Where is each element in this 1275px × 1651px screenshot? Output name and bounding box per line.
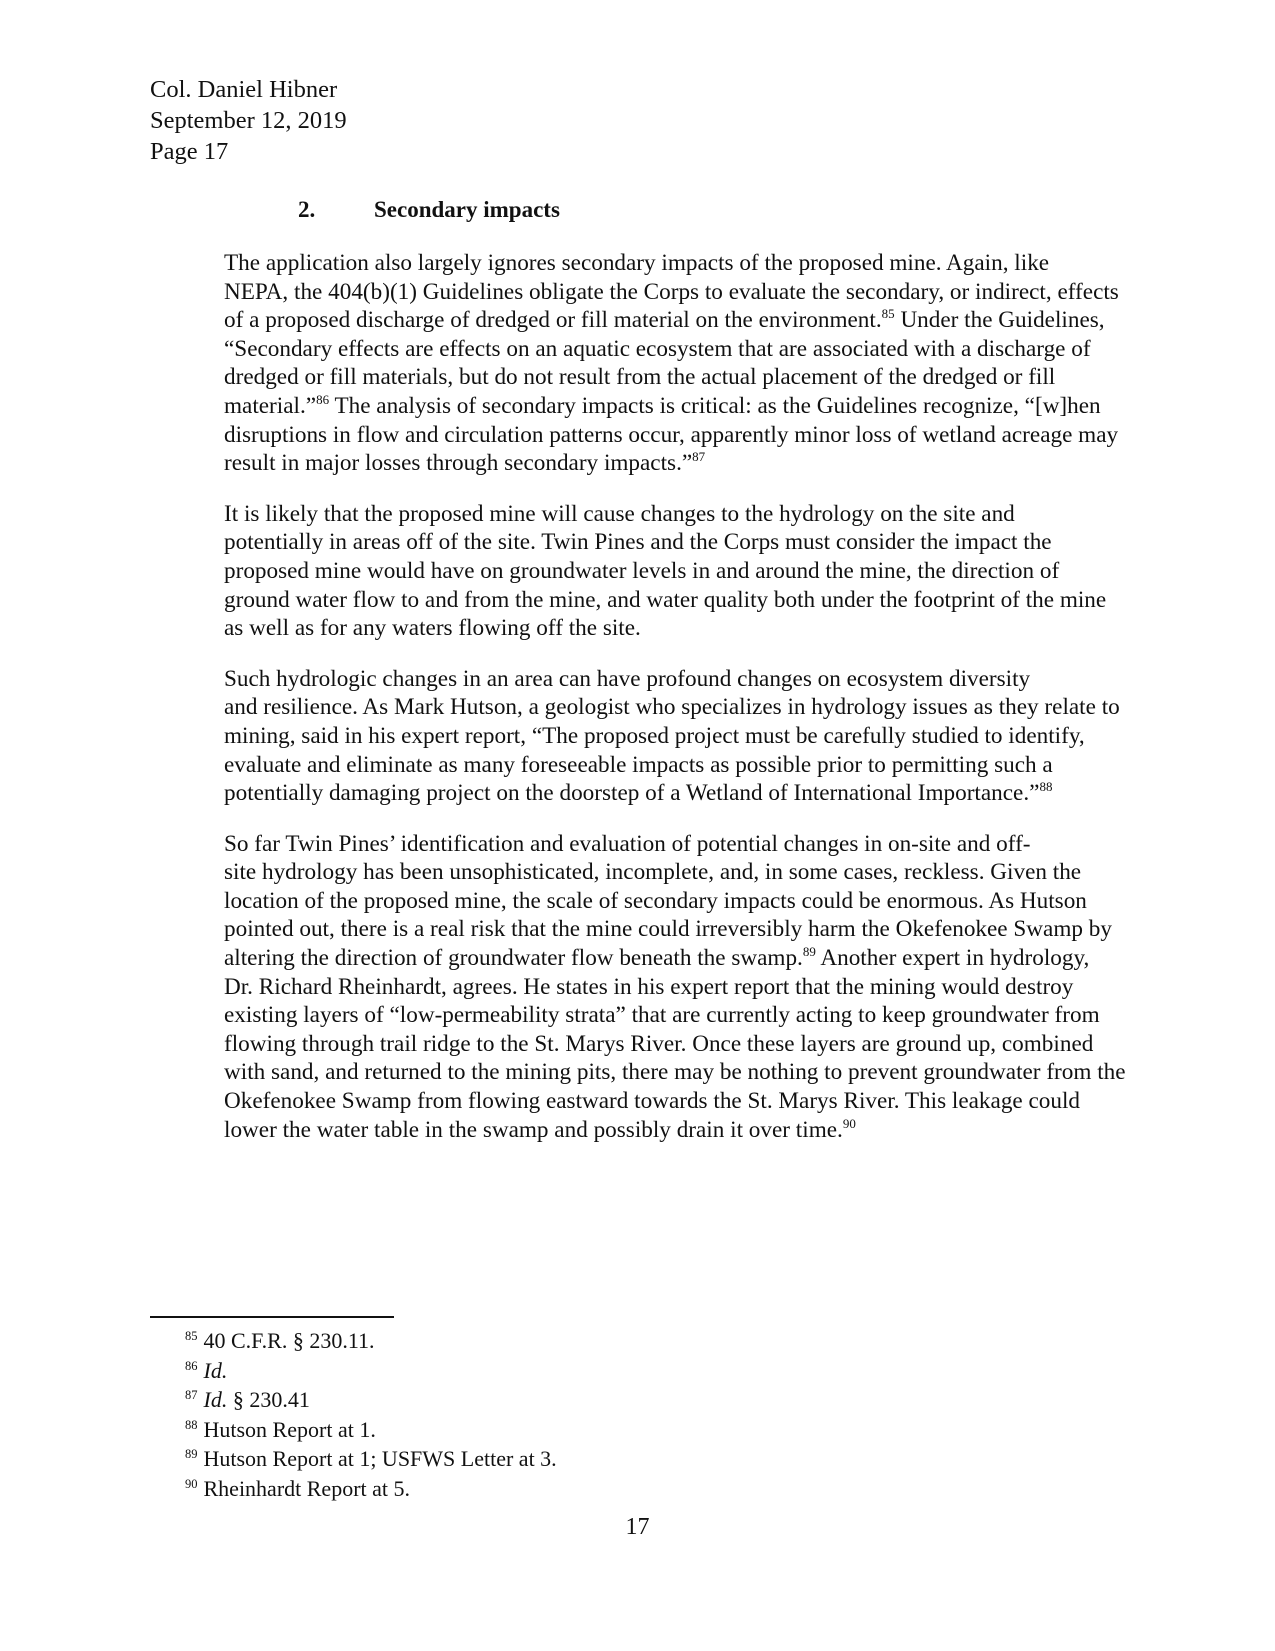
page-label: Page 17 bbox=[150, 138, 229, 165]
footnote-ref[interactable]: 86 bbox=[316, 391, 330, 407]
footnote-text: Hutson Report at 1. bbox=[203, 1416, 376, 1442]
line-text: The analysis of secondary impacts is critical: as the Guidelines recognize, “[w]hen bbox=[329, 392, 1101, 419]
line-text: potentially damaging project on the doorstep of a Wetland of International Importance.” bbox=[224, 780, 1040, 807]
paragraph-line: existing layers of “low-permeability strata” that are currently acting to keep groundwater from bbox=[224, 1002, 1100, 1029]
paragraph-line: potentially in areas off of the site. Twin Pines and the Corps must consider the impact the bbox=[224, 529, 1052, 556]
paragraph-line: site hydrology has been unsophisticated, incomplete, and, in some cases, reckless. Given the bbox=[224, 859, 1082, 886]
footnote-text: 40 C.F.R. § 230.11. bbox=[203, 1328, 375, 1353]
line-text: of a proposed discharge of dredged or fill material on the environment. bbox=[224, 307, 882, 334]
paragraph-line: ground water flow to and from the mine, and water quality both under the footprint of the mine bbox=[224, 586, 1107, 613]
paragraph-line: as well as for any waters flowing off the site. bbox=[224, 615, 641, 642]
paragraph-line bbox=[150, 1116, 1120, 1145]
footnote-ref[interactable]: 88 bbox=[1039, 779, 1053, 795]
paragraph-2 bbox=[150, 500, 1120, 643]
footnote-87 bbox=[185, 1385, 557, 1415]
page-number: 17 bbox=[625, 1514, 650, 1540]
paragraph-line: pointed out, there is a real risk that the mine could irreversibly harm the Okefenokee Swamp by bbox=[224, 916, 1112, 943]
paragraph-line bbox=[150, 306, 1120, 335]
paragraph-line: dredged or fill materials, but do not result from the actual placement of the dredged or fill bbox=[224, 364, 1056, 391]
footnote-italic: Id. bbox=[203, 1357, 228, 1383]
footnote-divider bbox=[150, 1316, 394, 1318]
footnote-88 bbox=[185, 1415, 557, 1445]
section-title: Secondary impacts bbox=[374, 197, 560, 222]
footnote-86 bbox=[185, 1356, 557, 1386]
paragraph-line: The application also largely ignores secondary impacts of the proposed mine. Again, like bbox=[224, 250, 1050, 276]
recipient-name: Col. Daniel Hibner bbox=[150, 76, 338, 103]
paragraph-line: It is likely that the proposed mine will cause changes to the hydrology on the site and bbox=[224, 500, 1015, 527]
paragraph-line bbox=[150, 449, 1120, 478]
paragraph-line: proposed mine would have on groundwater levels in and around the mine, the direction of bbox=[224, 557, 1060, 584]
paragraph-line: evaluate and eliminate as many foreseeable impacts as possible prior to permitting such a bbox=[224, 751, 1053, 778]
paragraph-line: disruptions in flow and circulation patterns occur, apparently minor loss of wetland acreage may bbox=[224, 421, 1119, 448]
paragraph-line: and resilience. As Mark Hutson, a geologist who specializes in hydrology issues as they relate to bbox=[224, 694, 1120, 721]
footnote-ref[interactable]: 87 bbox=[692, 449, 706, 465]
letter-date: September 12, 2019 bbox=[150, 107, 347, 134]
paragraph-1 bbox=[150, 249, 1120, 478]
line-text: result in major losses through secondary impacts.” bbox=[224, 450, 693, 477]
footnote-text: Hutson Report at 1; USFWS Letter at 3. bbox=[203, 1446, 557, 1471]
footnote-text: Rheinhardt Report at 5. bbox=[203, 1475, 411, 1501]
line-text: Another expert in hydrology, bbox=[815, 945, 1090, 972]
body-text bbox=[150, 249, 1126, 1166]
paragraph-line: So far Twin Pines’ identification and evaluation of potential changes in on-site and off- bbox=[224, 830, 1031, 857]
paragraph-4 bbox=[150, 830, 1126, 1145]
footnote-number: 90 bbox=[185, 1476, 198, 1491]
footnote-ref[interactable]: 85 bbox=[881, 306, 895, 322]
footnote-number: 85 bbox=[185, 1329, 198, 1343]
paragraph-line: “Secondary effects are effects on an aquatic ecosystem that are associated with a discharge of bbox=[224, 335, 1091, 362]
footnote-italic: Id. bbox=[203, 1387, 228, 1412]
paragraph-3 bbox=[150, 665, 1120, 808]
footnote-85 bbox=[185, 1326, 557, 1356]
paragraph-line bbox=[150, 392, 1120, 421]
footnote-number: 89 bbox=[185, 1447, 198, 1461]
footnote-text: § 230.41 bbox=[227, 1387, 310, 1412]
footnote-ref[interactable]: 90 bbox=[842, 1115, 856, 1131]
footnote-number: 86 bbox=[185, 1358, 198, 1373]
footnote-ref[interactable]: 89 bbox=[802, 944, 816, 960]
footnote-89 bbox=[185, 1444, 557, 1474]
paragraph-line: flowing through trail ridge to the St. Marys River. Once these layers are ground up, combined bbox=[224, 1030, 1094, 1057]
footnote-number: 88 bbox=[185, 1417, 198, 1432]
paragraph-line: NEPA, the 404(b)(1) Guidelines obligate the Corps to evaluate the secondary, or indirect, effects bbox=[224, 278, 1119, 305]
paragraph-line: Dr. Richard Rheinhardt, agrees. He states in his expert report that the mining would destroy bbox=[224, 973, 1074, 1000]
section-number: 2. bbox=[298, 197, 316, 222]
line-text: lower the water table in the swamp and possibly drain it over time. bbox=[224, 1116, 843, 1143]
line-text: Under the Guidelines, bbox=[894, 307, 1105, 334]
paragraph-line bbox=[150, 944, 1120, 973]
paragraph-line: with sand, and returned to the mining pits, there may be nothing to prevent groundwater from the bbox=[224, 1059, 1126, 1086]
paragraph-line bbox=[150, 779, 1120, 808]
section-heading bbox=[298, 196, 560, 224]
paragraph-line: location of the proposed mine, the scale of secondary impacts could be enormous. As Hutson bbox=[224, 887, 1087, 914]
paragraph-line: Such hydrologic changes in an area can have profound changes on ecosystem diversity bbox=[224, 665, 1031, 692]
footnote-90 bbox=[185, 1474, 557, 1504]
letter-header bbox=[150, 74, 347, 167]
footnote-number: 87 bbox=[185, 1388, 198, 1402]
line-text: material.” bbox=[224, 392, 317, 419]
footnotes bbox=[185, 1326, 557, 1503]
line-text: altering the direction of groundwater flow beneath the swamp. bbox=[224, 945, 803, 972]
paragraph-line: Okefenokee Swamp from flowing eastward towards the St. Marys River. This leakage could bbox=[224, 1088, 1081, 1115]
paragraph-line: mining, said in his expert report, “The proposed project must be carefully studied to identify, bbox=[224, 722, 1085, 749]
